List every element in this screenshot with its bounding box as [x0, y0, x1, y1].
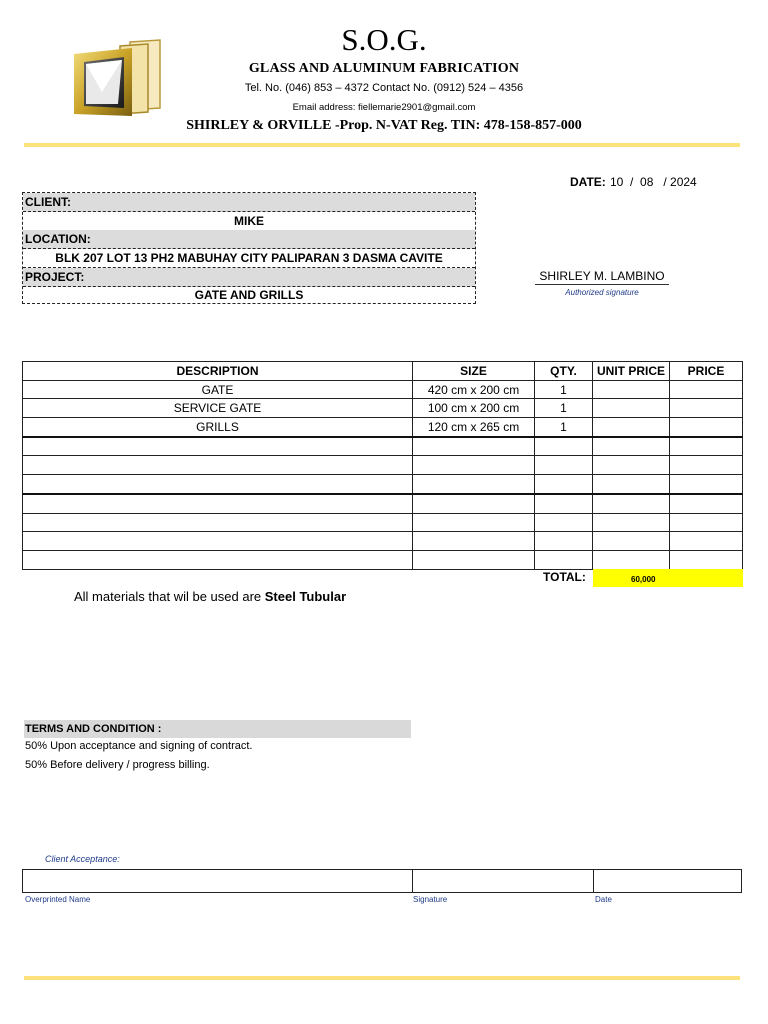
cell-unit-price: [593, 399, 670, 418]
cell-description: GATE: [23, 380, 413, 399]
acceptance-divider: [412, 870, 413, 892]
table-row: [23, 399, 743, 418]
materials-note: [74, 589, 346, 604]
cell-description: [23, 437, 413, 456]
signatory-name: SHIRLEY M. LAMBINO: [535, 269, 669, 285]
cell-description: [23, 513, 413, 532]
col-qty: QTY.: [535, 362, 593, 381]
client-acceptance-box: [22, 869, 742, 893]
table-row: [23, 418, 743, 437]
cell-unit-price: [593, 380, 670, 399]
materials-note-material: Steel Tubular: [264, 589, 347, 604]
items-body: [23, 380, 743, 569]
terms-header: TERMS AND CONDITION :: [24, 720, 411, 738]
company-subtitle: GLASS AND ALUMINUM FABRICATION: [248, 61, 520, 76]
cell-qty: [535, 437, 593, 456]
cell-qty: [535, 475, 593, 494]
cell-qty: [535, 456, 593, 475]
table-row: [23, 550, 743, 569]
cell-size: [413, 475, 535, 494]
col-price: PRICE: [670, 362, 743, 381]
cell-description: [23, 494, 413, 513]
cell-unit-price: [593, 456, 670, 475]
cell-unit-price: [593, 418, 670, 437]
client-label: CLIENT:: [23, 193, 475, 212]
cell-qty: 1: [535, 399, 593, 418]
client-info-box: [22, 192, 476, 304]
overprinted-name-caption: Overprinted Name: [25, 895, 91, 904]
cell-size: 100 cm x 200 cm: [413, 399, 535, 418]
cell-unit-price: [593, 513, 670, 532]
cell-qty: [535, 550, 593, 569]
col-size: SIZE: [413, 362, 535, 381]
table-row: [23, 494, 743, 513]
cell-size: [413, 550, 535, 569]
cell-price: [670, 513, 743, 532]
cell-unit-price: [593, 532, 670, 551]
cell-size: [413, 437, 535, 456]
cell-description: [23, 475, 413, 494]
cell-price: [670, 437, 743, 456]
cell-size: 120 cm x 265 cm: [413, 418, 535, 437]
cell-description: [23, 532, 413, 551]
cell-qty: [535, 513, 593, 532]
proprietor-line: SHIRLEY & ORVILLE -Prop. N-VAT Reg. TIN: 478-158-857-000: [186, 118, 582, 133]
cell-unit-price: [593, 437, 670, 456]
cell-description: [23, 550, 413, 569]
col-description: DESCRIPTION: [23, 362, 413, 381]
cell-size: 420 cm x 200 cm: [413, 380, 535, 399]
term-item: 50% Before delivery / progress billing.: [25, 759, 210, 771]
location-label: LOCATION:: [23, 230, 475, 249]
cell-unit-price: [593, 550, 670, 569]
cell-size: [413, 532, 535, 551]
date-label: DATE:: [570, 175, 606, 189]
cell-qty: 1: [535, 418, 593, 437]
phone-line: Tel. No. (046) 853 – 4372 Contact No. (0912) 524 – 4356: [244, 82, 524, 94]
date-caption: Date: [595, 895, 612, 904]
cell-unit-price: [593, 475, 670, 494]
email-line: Email address: fiellemarie2901@gmail.com: [292, 102, 476, 113]
date-value: 10 / 08 / 2024: [610, 175, 697, 189]
cell-price: [670, 550, 743, 569]
col-unit-price: UNIT PRICE: [593, 362, 670, 381]
location-value: BLK 207 LOT 13 PH2 MABUHAY CITY PALIPARAN 3 DASMA CAVITE: [23, 249, 475, 268]
table-row: [23, 437, 743, 456]
authorized-signature-caption: Authorized signature: [565, 288, 639, 297]
cell-price: [670, 475, 743, 494]
materials-note-text: All materials that wil be used are: [74, 589, 265, 604]
cell-description: GRILLS: [23, 418, 413, 437]
table-row: [23, 456, 743, 475]
company-name: S.O.G.: [341, 22, 427, 57]
table-row: [23, 380, 743, 399]
total-label: TOTAL:: [543, 570, 586, 584]
cell-price: [670, 494, 743, 513]
cell-description: [23, 456, 413, 475]
header-divider: [24, 143, 740, 147]
cell-unit-price: [593, 494, 670, 513]
table-row: [23, 513, 743, 532]
client-acceptance-label: Client Acceptance:: [45, 854, 120, 864]
items-table: [22, 361, 743, 570]
cell-size: [413, 456, 535, 475]
project-label: PROJECT:: [23, 268, 475, 287]
cell-qty: 1: [535, 380, 593, 399]
cell-price: [670, 380, 743, 399]
footer-divider: [24, 976, 740, 980]
cell-price: [670, 532, 743, 551]
project-value: GATE AND GRILLS: [194, 288, 304, 302]
cell-price: [670, 418, 743, 437]
cell-price: [670, 399, 743, 418]
cell-price: [670, 456, 743, 475]
total-value: 60,000: [631, 575, 656, 584]
cell-size: [413, 513, 535, 532]
cell-qty: [535, 494, 593, 513]
table-row: [23, 475, 743, 494]
cell-size: [413, 494, 535, 513]
signature-caption: Signature: [413, 895, 448, 904]
total-cell: [593, 569, 743, 587]
table-header-row: [23, 362, 743, 381]
acceptance-divider: [593, 870, 594, 892]
cell-description: SERVICE GATE: [23, 399, 413, 418]
cell-qty: [535, 532, 593, 551]
client-value: MIKE: [23, 212, 475, 231]
term-item: 50% Upon acceptance and signing of contract.: [25, 740, 253, 752]
table-row: [23, 532, 743, 551]
